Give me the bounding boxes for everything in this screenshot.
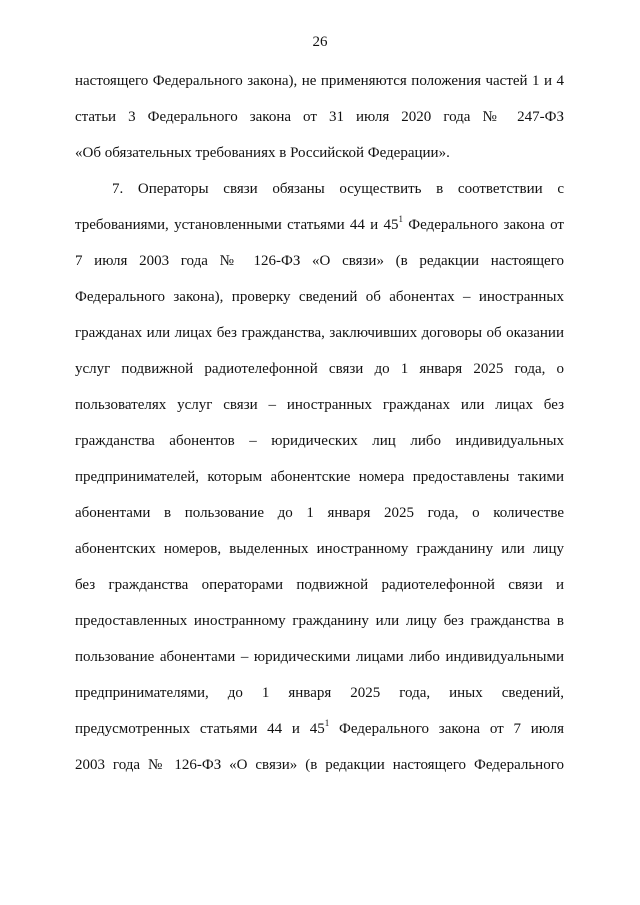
text-line-with-superscript (75, 720, 564, 738)
page-number: 26 (312, 34, 328, 50)
text-line: пользование абонентами – юридическими лицами либо индивидуальными (75, 649, 564, 665)
text-line: 7 июля 2003 года № 126-ФЗ «О связи» (в редакции настоящего (75, 253, 564, 269)
text-line-with-superscript (75, 216, 564, 234)
text-segment: предусмотренных статьями 44 и 45 (75, 721, 325, 737)
text-line: 2003 года № 126-ФЗ «О связи» (в редакции настоящего Федерального (75, 757, 564, 773)
text-segment: требованиями, установленными статьями 44 и 45 (75, 217, 399, 233)
text-line: предпринимателями, до 1 января 2025 года, иных сведений, (75, 685, 564, 701)
text-line: услуг подвижной радиотелефонной связи до 1 января 2025 года, о (75, 361, 564, 377)
text-line: предоставленных иностранному гражданину или лицу без гражданства в (75, 613, 564, 629)
text-line: без гражданства операторами подвижной радиотелефонной связи и (75, 577, 564, 593)
text-line: гражданства абонентов – юридических лиц либо индивидуальных (75, 433, 564, 449)
superscript: 1 (398, 214, 403, 224)
text-line: настоящего Федерального закона), не применяются положения частей 1 и 4 (75, 73, 564, 89)
text-segment: Федерального закона от 7 июля (329, 721, 565, 737)
text-line: абонентских номеров, выделенных иностранному гражданину или лицу (75, 541, 564, 557)
text-line: абонентами в пользование до 1 января 2025 года, о количестве (75, 505, 564, 521)
paragraph-first-line: 7. Операторы связи обязаны осуществить в соответствии с (112, 181, 564, 197)
superscript: 1 (324, 718, 330, 728)
text-line: Федерального закона), проверку сведений об абонентах – иностранных (75, 289, 564, 305)
text-line: статьи 3 Федерального закона от 31 июля 2020 года № 247-ФЗ (75, 109, 564, 125)
text-line: гражданах или лицах без гражданства, заключивших договоры об оказании (75, 325, 564, 341)
text-line: «Об обязательных требованиях в Российской Федерации». (75, 145, 450, 161)
text-line: пользователях услуг связи – иностранных гражданах или лицах без (75, 397, 564, 413)
text-segment: Федерального закона от (402, 217, 564, 233)
text-line: предпринимателей, которым абонентские номера предоставлены такими (75, 469, 564, 485)
